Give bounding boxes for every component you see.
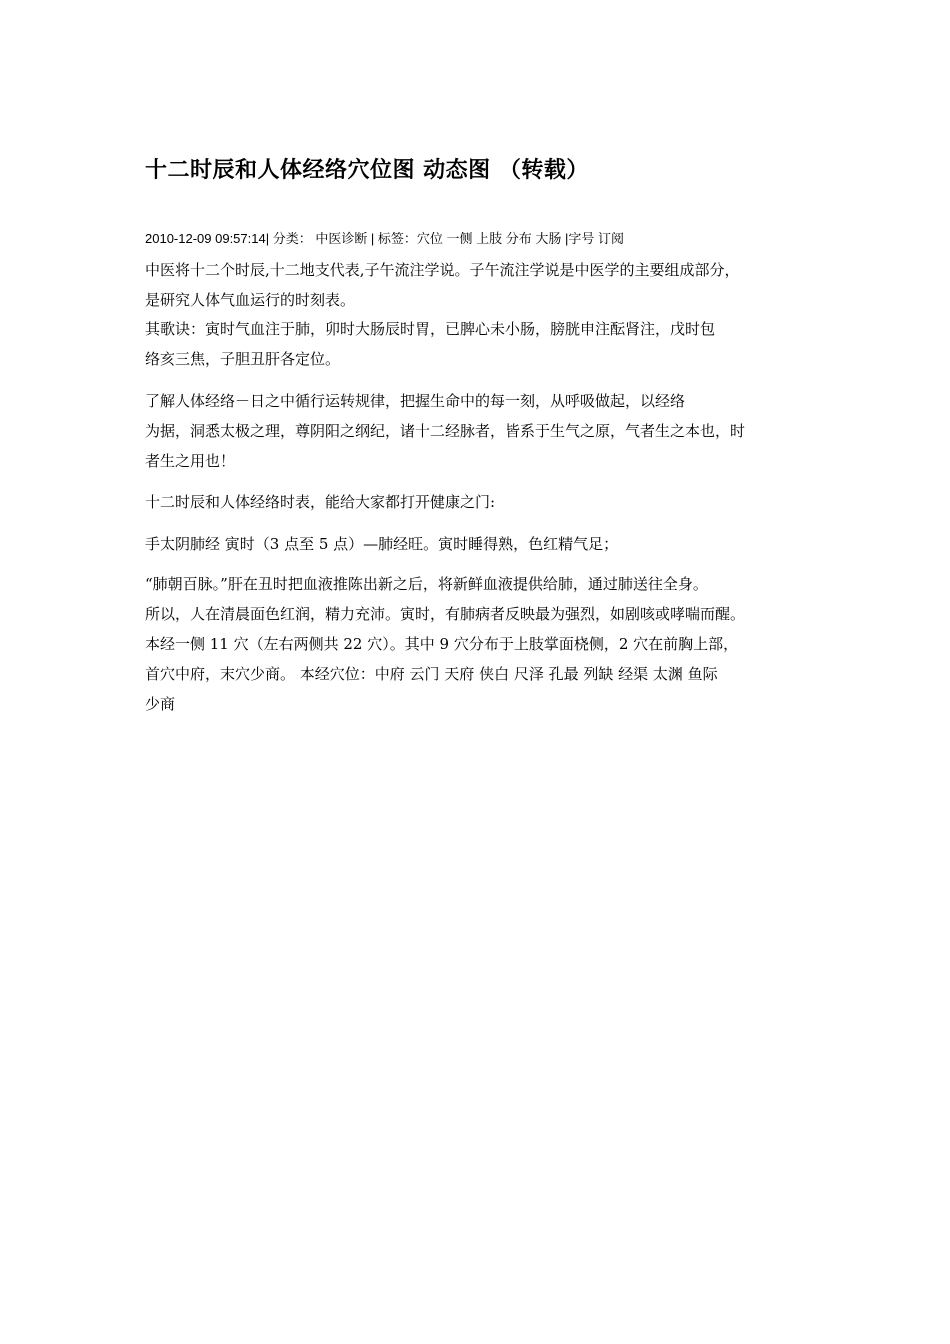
paragraph-schedule-intro [145,487,810,517]
paragraph-line: 为据，洞悉太极之理，尊阴阳之纲纪，诸十二经脉者，皆系于生气之原，气者生之本也，时 [145,422,746,440]
paragraph-song [145,314,810,374]
paragraph-line: 本经一侧 11 穴（左右两侧共 22 穴）。其中 9 穴分布于上肢掌面桡侧，2 穴在前胸上部， [145,635,739,653]
paragraph-line: 了解人体经络－日之中循行运转规律，把握生命中的每一刻，从呼吸做起，以经络 [145,392,686,410]
paragraph-line: 首穴中府，末穴少商。 本经穴位：中府 云门 天府 侠白 尺泽 孔最 列缺 经渠 太渊 鱼际 [145,665,718,683]
paragraph-understanding [145,386,810,476]
paragraph-line: 所以，人在清晨面色红润，精力充沛。寅时，有肺病者反映最为强烈，如剧咳或哮喘而醒。 [145,605,746,623]
paragraph-lung-meridian [145,529,810,559]
paragraph-line: 中医将十二个时辰,十二地支代表,子午流注学说。子午流注学说是中医学的主要组成部分， [145,261,740,279]
paragraph-lung-detail [145,569,810,719]
paragraph-intro [145,255,810,315]
paragraph-line: 者生之用也！ [145,452,236,470]
article-title: 十二时辰和人体经络穴位图 动态图 （转载） [145,158,589,183]
paragraph-line: 十二时辰和人体经络时表，能给大家都打开健康之门: [145,493,496,511]
article-meta: 2010-12-09 09:57:14| 分类： 中医诊断 | 标签：穴位 一侧 上肢 分布 大肠 |字号 订阅 [145,231,624,246]
paragraph-line: 是研究人体气血运行的时刻表。 [145,291,356,309]
paragraph-line: “肺朝百脉。”肝在丑时把血液推陈出新之后，将新鲜血液提供给肺，通过肺送往全身。 [145,575,708,593]
paragraph-line: 手太阴肺经 寅时（3 点至 5 点）—肺经旺。寅时睡得熟，色红精气足； [145,535,619,553]
paragraph-line: 少商 [145,695,176,713]
paragraph-line: 其歌诀：寅时气血注于肺，卯时大肠辰时胃，已脾心未小肠，膀胱申注酝肾注，戊时包 [145,320,716,338]
paragraph-line: 络亥三焦，子胆丑肝各定位。 [145,350,341,368]
